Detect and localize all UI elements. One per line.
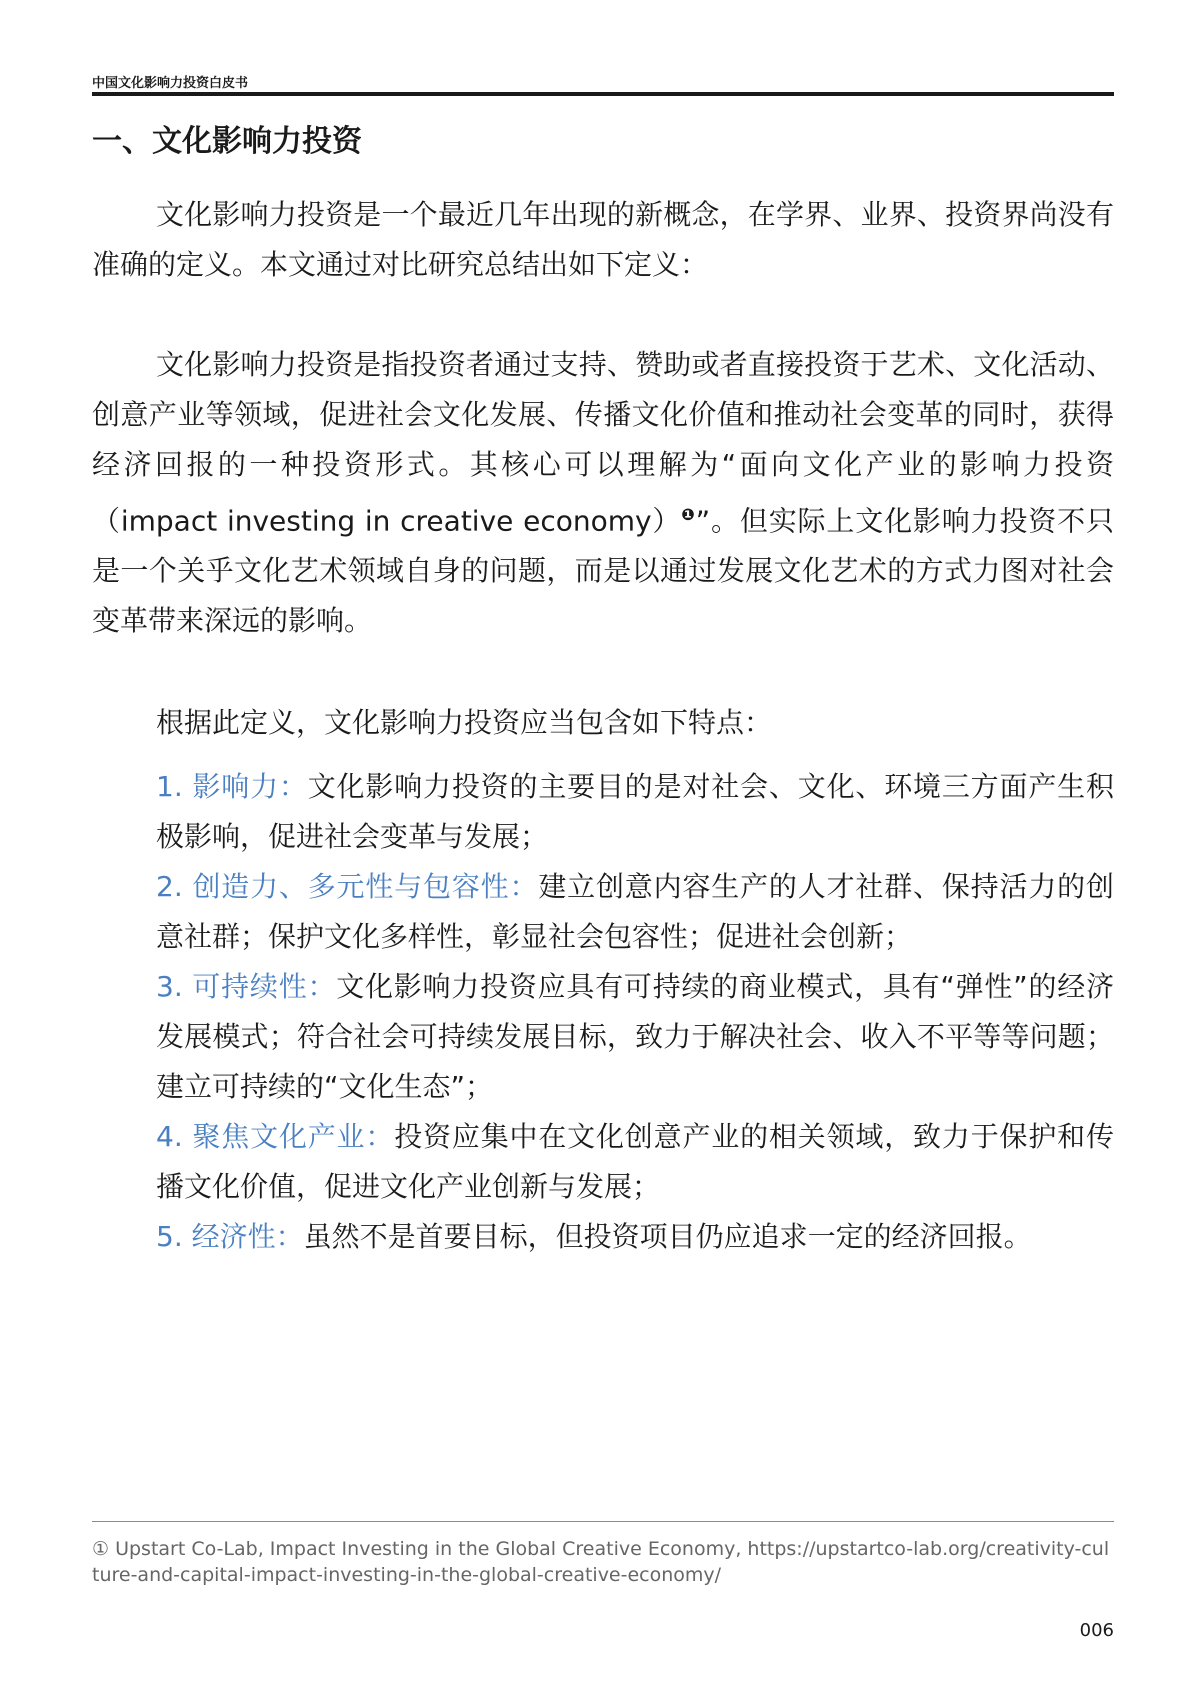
features-list xyxy=(156,762,1114,1262)
footnote: ① Upstart Co-Lab, Impact Investing in the Global Creative Economy, https://upstartco-lab.org/creativity-culture-and-capital-impact-investing-in-the-global-creative-economy/ xyxy=(92,1538,1110,1586)
feature-item-sustainability xyxy=(156,962,1114,1112)
feature-key: 4. 聚焦文化产业： xyxy=(156,1120,395,1153)
feature-text: 投资应集中在文化创意产业的相关领域，致力于保护和传播文化价值，促进文化产业创新与发展； xyxy=(156,1120,1114,1203)
footnote-divider xyxy=(92,1521,1114,1522)
header-divider xyxy=(92,92,1114,96)
feature-item-economic xyxy=(156,1212,1114,1262)
feature-key: 1. 影响力： xyxy=(156,770,308,803)
feature-item-creativity xyxy=(156,862,1114,962)
feature-key: 2. 创造力、多元性与包容性： xyxy=(156,870,539,903)
feature-text: 虽然不是首要目标，但投资项目仍应追求一定的经济回报。 xyxy=(303,1220,1032,1253)
page-number: 006 xyxy=(1079,1620,1114,1641)
footnote-reference-mark[interactable]: ❶ xyxy=(681,505,696,524)
section-heading: 一、文化影响力投资 xyxy=(92,124,362,159)
feature-item-cultural-industry xyxy=(156,1112,1114,1212)
definition-text-part1: 文化影响力投资是指投资者通过支持、赞助或者直接投资于艺术、文化活动、创意产业等领域，促进社会文化发展、传播文化价值和推动社会变革的同时，获得经济回报的一种投资形式。其核心可以理解为“面向文化产业的影响力投资（impact investing in creative economy） xyxy=(92,348,1114,538)
definition-text-part2: ”。但实际上文化影响力投资不只是一个关乎文化艺术领域自身的问题，而是以通过发展文化艺术的方式力图对社会变革带来深远的影响。 xyxy=(92,504,1114,638)
feature-key: 5. 经济性： xyxy=(156,1220,304,1253)
feature-key: 3. 可持续性： xyxy=(156,970,337,1003)
feature-text: 建立创意内容生产的人才社群、保持活力的创意社群；保护文化多样性，彰显社会包容性；促进社会创新； xyxy=(156,870,1114,953)
feature-item-impact xyxy=(156,762,1114,862)
running-header: 中国文化影响力投资白皮书 xyxy=(92,76,249,91)
definition-paragraph xyxy=(92,340,1114,646)
features-intro: 根据此定义，文化影响力投资应当包含如下特点： xyxy=(156,706,773,739)
feature-text: 文化影响力投资应具有可持续的商业模式，具有“弹性”的经济发展模式；符合社会可持续发展目标，致力于解决社会、收入不平等等问题；建立可持续的“文化生态”； xyxy=(156,970,1114,1103)
definition-intro-paragraph: 文化影响力投资是一个最近几年出现的新概念，在学界、业界、投资界尚没有准确的定义。本文通过对比研究总结出如下定义： xyxy=(92,198,1114,281)
feature-text: 文化影响力投资的主要目的是对社会、文化、环境三方面产生积极影响，促进社会变革与发展； xyxy=(156,770,1114,853)
